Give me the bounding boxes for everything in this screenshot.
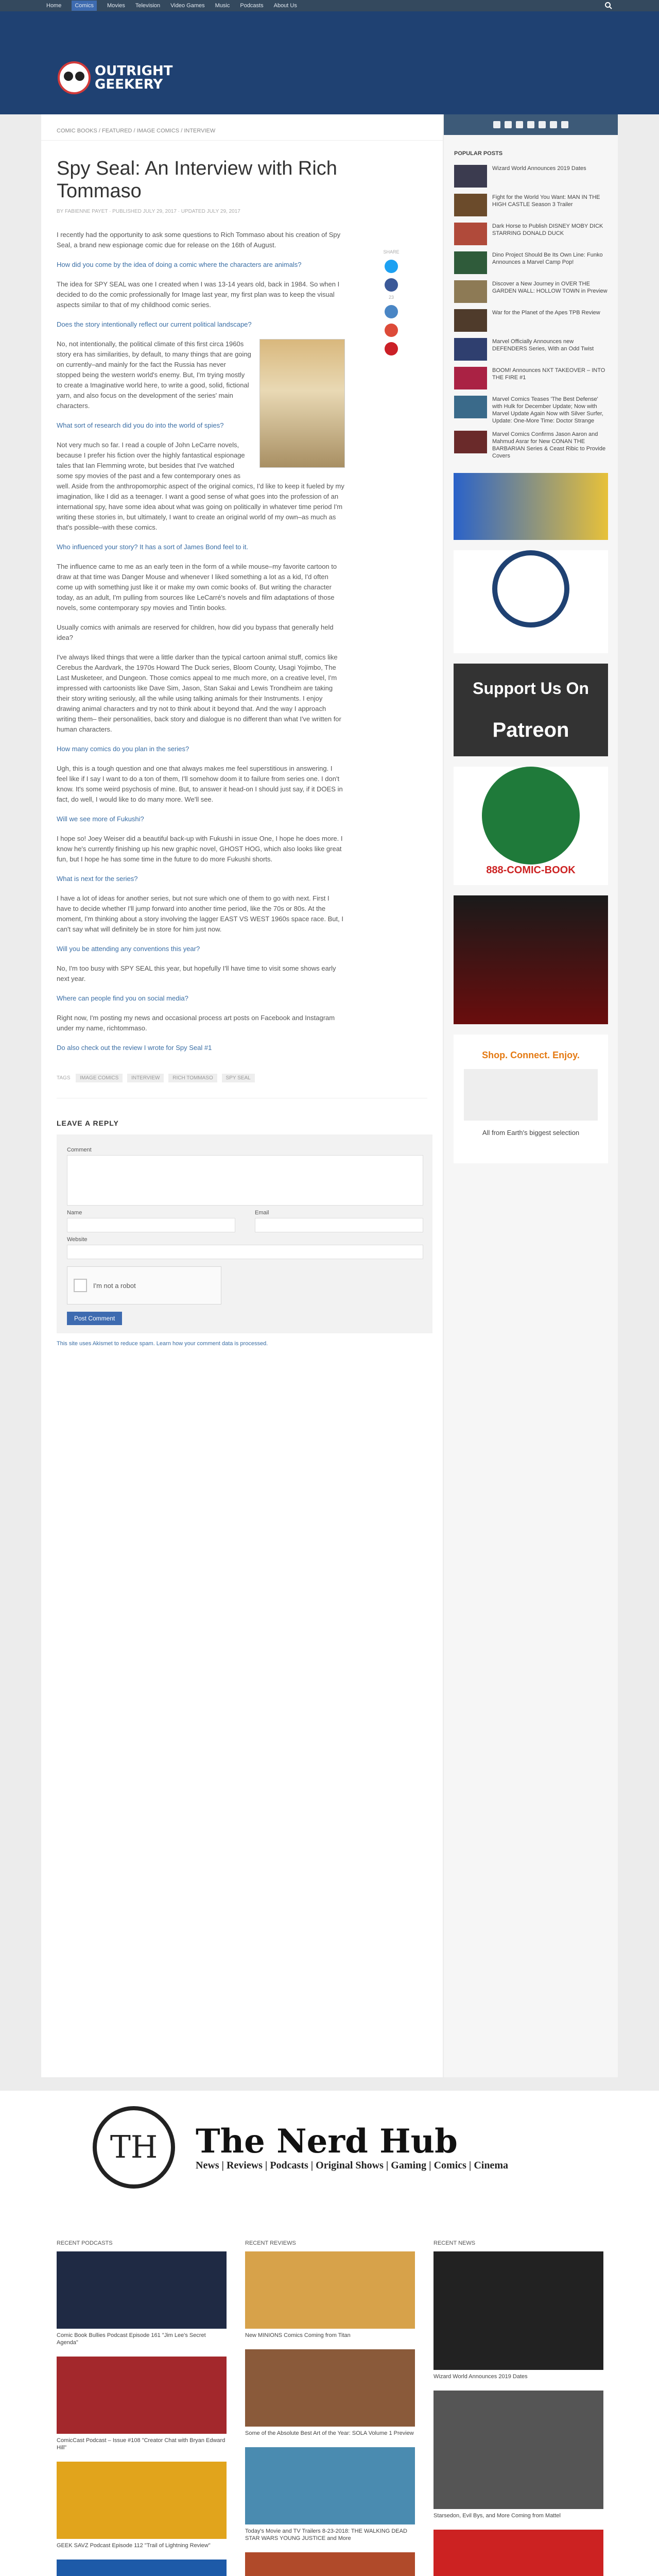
card-image[interactable] [245, 2349, 415, 2427]
facebook-icon[interactable] [505, 121, 512, 128]
twitter-share-icon[interactable] [385, 260, 398, 273]
nav-video-games[interactable]: Video Games [170, 3, 205, 9]
nerd-hub-card[interactable] [57, 2357, 227, 2451]
post-title[interactable]: Dark Horse to Publish DISNEY MOBY DICK STARRING DONALD DUCK [492, 223, 603, 236]
email-label: Email [255, 1210, 269, 1216]
nerd-hub-card[interactable] [433, 2251, 603, 2380]
card-image[interactable] [57, 2357, 227, 2434]
interview-answer: The influence came to me as an early teen in the form of a while mouse–my favorite cartoon to draw at that time was Danger Mouse and whenever I liked something a lot as a kid, I'd often come up with something just like it or make my own comic books of. But writing the character today, as an adult, I'm pulling from sources like LeCarré's novels and film adaptations of those novels, some contemporary spy movies and Tintin books. [57, 563, 337, 612]
nerd-hub-column [57, 2240, 227, 2576]
nerd-hub-card[interactable] [245, 2251, 415, 2339]
card-caption[interactable]: New MINIONS Comics Coming from Titan [245, 2332, 351, 2338]
search-icon[interactable] [604, 2, 613, 10]
post-title[interactable]: Dino Project Should Be Its Own Line: Funko Announces a Marvel Camp Pop! [492, 252, 603, 265]
nav-music[interactable]: Music [215, 3, 230, 9]
nav-television[interactable]: Television [135, 3, 161, 9]
patreon-line-2: Patreon [492, 719, 569, 741]
interview-question: Will you be attending any conventions this year? [57, 945, 200, 953]
share-label: SHARE [383, 249, 400, 255]
card-image[interactable] [57, 2560, 227, 2576]
interview-answer: No, I'm too busy with SPY SEAL this year, but hopefully I'll have time to visit some shows early next year. [57, 964, 336, 982]
interview-question: What sort of research did you do into the world of spies? [57, 421, 224, 429]
column-heading: RECENT NEWS [433, 2240, 476, 2246]
interview-question: Will we see more of Fukushi? [57, 815, 144, 823]
card-image[interactable] [245, 2251, 415, 2329]
pinterest-icon[interactable] [516, 121, 523, 128]
nav-about-us[interactable]: About Us [273, 3, 297, 9]
interview-answer: I recently had the opportunity to ask some questions to Rich Tommaso about his creation of Spy Seal, a brand new espionage comic due for release on the 16th of August. [57, 231, 341, 249]
nerd-hub-card[interactable] [245, 2349, 415, 2437]
patreon-line-1: Support Us On [473, 679, 589, 698]
nerd-hub-title: The Nerd Hub [196, 2122, 458, 2161]
post-title[interactable]: BOOM! Announces NXT TAKEOVER – INTO THE FIRE #1 [492, 367, 605, 381]
post-thumbnail[interactable] [454, 280, 487, 303]
nav-home[interactable]: Home [46, 3, 62, 9]
post-thumbnail[interactable] [454, 309, 487, 332]
nav-podcasts[interactable]: Podcasts [240, 3, 264, 9]
site-header [0, 11, 659, 114]
logo-face-icon [58, 61, 91, 94]
website-field[interactable] [67, 1245, 423, 1259]
twitch-icon[interactable] [550, 121, 557, 128]
popular-post-item[interactable] [444, 219, 618, 248]
nerd-hub-card[interactable] [433, 2530, 603, 2576]
nerd-hub-card[interactable] [245, 2447, 415, 2542]
logo-line-2: GEEKERY [95, 77, 163, 92]
site-logo[interactable] [58, 61, 172, 94]
tag[interactable]: IMAGE COMICS [76, 1074, 123, 1082]
post-title[interactable]: Marvel Comics Teases 'The Best Defense' with Hulk for December Update; Now with Marvel Update Again Now with Silver Surfer, Update: One-More Time: Doctor Strange [492, 396, 603, 424]
column-heading: RECENT REVIEWS [245, 2240, 296, 2246]
interview-answer: Right now, I'm posting my news and occasional process art posts on Facebook and Instagram under my name, richtommaso. [57, 1014, 335, 1032]
recaptcha-checkbox[interactable] [74, 1279, 87, 1292]
post-title[interactable]: Wizard World Announces 2019 Dates [492, 165, 586, 172]
patreon-ad[interactable] [454, 664, 608, 756]
post-thumbnail[interactable] [454, 223, 487, 245]
nerd-hub-logo[interactable] [93, 2106, 508, 2189]
card-caption[interactable]: Some of the Absolute Best Art of the Year: SOLA Volume 1 Preview [245, 2430, 414, 2436]
amazon-line-2: All from Earth's biggest selection [482, 1129, 580, 1137]
nerd-hub-column [433, 2240, 603, 2576]
instagram-icon[interactable] [527, 121, 534, 128]
interview-answer: I've always liked things that were a little darker than the typical cartoon animal stuff, comics like Cerebus the Aardvark, the 1970s Howard The Duck series, Bloom County, Usagi Yojimbo, The Last Musketeer, and Dungeon. Those comics appeal to me much more, on a creative level, I'm impressed with cartoonists like Dave Sim, Jason, Stan Sakai and Lewis Trondheim are taking their story writing seriously, all the while using talking animals for their Instruments. I enjoy drawing animal characters and try not to think about it beyond that. And the way I approach writing them– their personalities, back story and dialogue is no different than what I've written for human characters. [57, 653, 341, 733]
nerd-hub-emblem-icon: TH [93, 2106, 175, 2189]
facebook-share-icon[interactable] [385, 278, 398, 292]
post-title[interactable]: War for the Planet of the Apes TPB Review [492, 310, 600, 316]
logo-text [95, 64, 172, 91]
podcast-logo-icon [492, 550, 569, 628]
nerd-hub-columns [57, 2240, 602, 2576]
name-field[interactable] [67, 1218, 235, 1232]
card-caption[interactable]: Wizard World Announces 2019 Dates [433, 2374, 528, 2380]
popular-post-item[interactable] [444, 428, 618, 463]
comic-page-image [259, 339, 345, 468]
main-column [41, 114, 443, 2077]
card-caption[interactable]: GEEK SAVZ Podcast Episode 112 "Trail of Lightning Review" [57, 2543, 211, 2549]
nerd-hub-subtitle: News | Reviews | Podcasts | Original Shows | Gaming | Comics | Cinema [196, 2159, 508, 2171]
interview-question: Where can people find you on social media? [57, 994, 188, 1002]
email-field[interactable] [255, 1218, 423, 1232]
post-thumbnail[interactable] [454, 431, 487, 453]
card-image[interactable] [57, 2462, 227, 2539]
share-bar [381, 249, 402, 355]
interview-answer: I hope so! Joey Weiser did a beautiful back-up with Fukushi in issue One, I hope he does more. I know he's currently finishing up his new graphic novel, GHOST HOG, which also looks like great fun, but I hope he has some time in the future to do more Fukushi shorts. [57, 835, 343, 863]
page-title: Spy Seal: An Interview with Rich Tommaso [57, 158, 337, 202]
post-thumbnail[interactable] [454, 194, 487, 216]
comment-section [41, 1098, 443, 1367]
post-thumbnail[interactable] [454, 165, 487, 188]
social-links [444, 114, 618, 135]
tag[interactable]: SPY SEAL [222, 1074, 255, 1082]
nerd-hub-column [245, 2240, 415, 2576]
popular-post-item[interactable] [444, 248, 618, 277]
interview-question: Who influenced your story? It has a sort of James Bond feel to it. [57, 543, 249, 551]
card-caption[interactable]: Comic Book Bullies Podcast Episode 161 "Jim Lee's Secret Agenda" [57, 2332, 206, 2346]
breadcrumb[interactable] [41, 114, 443, 141]
popular-post-item[interactable] [444, 364, 618, 393]
logo-line-1: OUTRIGHT [95, 63, 173, 79]
nav-movies[interactable]: Movies [107, 3, 125, 9]
card-image[interactable] [57, 2251, 227, 2329]
post-thumbnail[interactable] [454, 338, 487, 361]
article [41, 157, 443, 1098]
popular-post-item[interactable] [444, 162, 618, 191]
comic-shop-logo-icon [482, 767, 580, 865]
article-body [57, 230, 345, 1053]
nerd-hub-card[interactable] [57, 2560, 227, 2576]
top-navigation [0, 0, 659, 11]
share-count: 23 [388, 295, 394, 300]
comment-textarea[interactable] [67, 1155, 423, 1206]
tags-label: TAGS [57, 1075, 71, 1081]
interview-answer: Not very much so far. I read a couple of John LeCarre novels, because I prefer his fiction over the highly fantastical espionage tales that Ian Flemming wrote, but besides that I've watched some spy movies of the past and a few contemporary ones as well. Aside from the anthropomorphic aspect of the original comics, I'd like to keep it fueled by my imagination, like I did as a teenager. I want a good sense of what goes into the profession of an international spy, have some idea about what was going on politically in whatever time period I'm writing these stories in, but ultimately, I want to create an original world of my own–as much as that's possible–with these comics. [57, 441, 344, 531]
breadcrumb-text[interactable]: COMIC BOOKS / FEATURED / IMAGE COMICS / INTERVIEW [57, 128, 216, 134]
interview-question: Does the story intentionally reflect our current political landscape? [57, 320, 252, 328]
interview-answer: Ugh, this is a tough question and one that always makes me feel superstitious in answering. I feel like if I say I want to do a ton of them, I'll somehow doom it to failure from series one. I don't know. It's some weird psychosis of mine. But, to answer it head-on I should just say, if it DOES in fact, do well, I would like to do many more. We'll see. [57, 765, 343, 803]
comic-shop-phone: 888-COMIC-BOOK [486, 865, 576, 876]
popular-post-item[interactable] [444, 277, 618, 306]
interview-question: Do also check out the review I wrote for Spy Seal #1 [57, 1044, 212, 1052]
post-title[interactable]: Discover a New Journey in OVER THE GARDEN WALL: HOLLOW TOWN in Preview [492, 281, 608, 294]
nerd-hub-card[interactable] [57, 2462, 227, 2549]
website-label: Website [67, 1236, 88, 1243]
nerd-hub-section [0, 2091, 659, 2576]
rss-icon[interactable] [561, 121, 568, 128]
interview-answer: I have a lot of ideas for another series, but not sure which one of them to go with next. First I have to decide whether I'll jump forward into another time period, like the 70s or 80s. At the moment, I'm thinking about a story involving the lagger EAST VS WEST 1960s space race. But, I can't say what will definitely be in store for him just now. [57, 894, 343, 933]
sidebar [444, 114, 618, 2077]
popular-posts-list [444, 162, 618, 463]
googleplus-share-icon[interactable] [385, 324, 398, 337]
card-image[interactable] [433, 2251, 603, 2370]
popular-posts-title: POPULAR POSTS [454, 150, 503, 157]
interview-question: How many comics do you plan in the series? [57, 745, 189, 753]
linkedin-share-icon[interactable] [385, 305, 398, 318]
name-label: Name [67, 1210, 82, 1216]
nav-comics[interactable]: Comics [72, 1, 97, 11]
popular-post-item[interactable] [444, 306, 618, 335]
recaptcha-label: I'm not a robot [93, 1281, 136, 1290]
amazon-products-image [464, 1069, 598, 1121]
pinterest-share-icon[interactable] [385, 342, 398, 355]
card-caption[interactable]: ComicCast Podcast – Issue #108 "Creator Chat with Bryan Edward Hill" [57, 2437, 226, 2451]
card-image[interactable] [245, 2447, 415, 2524]
card-caption[interactable]: Today's Movie and TV Trailers 8-23-2018: THE WALKING DEAD STAR WARS YOUNG JUSTICE and More [245, 2528, 407, 2541]
popular-post-item[interactable] [444, 335, 618, 364]
post-thumbnail[interactable] [454, 396, 487, 418]
comic-shop-locator-ad[interactable] [454, 767, 608, 885]
post-title[interactable]: Marvel Officially Announces new DEFENDERS Series, With an Odd Twist [492, 338, 594, 352]
popular-post-item[interactable] [444, 191, 618, 219]
amazon-ad[interactable] [454, 1035, 608, 1163]
article-meta: BY FABIENNE PAYET · PUBLISHED JULY 29, 2017 · UPDATED JULY 29, 2017 [57, 209, 240, 214]
interview-answer: The idea for SPY SEAL was one I created when I was 13-14 years old, back in 1984. So when I decided to do the comic professionally for Image last year, my first plan was to keep the visual aspects similar to that of my childhood comic series. [57, 280, 340, 309]
card-image[interactable] [245, 2552, 415, 2576]
youtube-icon[interactable] [539, 121, 546, 128]
comic-ad-banner[interactable] [454, 473, 608, 540]
podcast-network-ad[interactable] [454, 550, 608, 653]
recaptcha-widget [67, 1266, 221, 1304]
card-image[interactable] [433, 2391, 603, 2509]
reply-title: LEAVE A REPLY [57, 1119, 119, 1127]
tag[interactable]: RICH TOMMASO [168, 1074, 217, 1082]
interview-answer: Usually comics with animals are reserved for children, how did you bypass that generally held idea? [57, 623, 334, 641]
entertainment-earth-ad[interactable] [454, 895, 608, 1024]
post-comment-button[interactable]: Post Comment [67, 1312, 122, 1325]
card-image[interactable] [433, 2530, 603, 2576]
tag-list [57, 1074, 427, 1098]
post-title[interactable]: Marvel Comics Confirms Jason Aaron and Mahmud Asrar for New CONAN THE BARBARIAN Series & Ceast Ribic to Provide Covers [492, 431, 606, 459]
comment-form [57, 1134, 432, 1333]
nerd-hub-card[interactable] [433, 2391, 603, 2519]
post-thumbnail[interactable] [454, 367, 487, 389]
column-heading: RECENT PODCASTS [57, 2240, 113, 2246]
interview-question: What is next for the series? [57, 875, 138, 883]
amazon-line-1: Shop. Connect. Enjoy. [482, 1050, 580, 1060]
popular-post-item[interactable] [444, 393, 618, 428]
tag[interactable]: INTERVIEW [127, 1074, 164, 1082]
card-caption[interactable]: Starsedon, Evil Bys, and More Coming from Mattel [433, 2513, 561, 2519]
interview-question: How did you come by the idea of doing a comic where the characters are animals? [57, 261, 302, 268]
akismet-notice[interactable]: This site uses Akismet to reduce spam. Learn how your comment data is processed. [57, 1341, 268, 1347]
post-title[interactable]: Fight for the World You Want: MAN IN THE HIGH CASTLE Season 3 Trailer [492, 194, 600, 208]
interview-answer: No, not intentionally, the political climate of this first circa 1960s story era has similarities, by default, to many things that are going on currently–and mainly for the fact the Russia has never stopped being the western world's enemy. But, I'm trying mostly to create a Imaginative world here, to write a good, solid, fictional yarn, and also focus on the development of the series' main characters. [57, 340, 251, 410]
nerd-hub-card[interactable] [245, 2552, 415, 2576]
nerd-hub-card[interactable] [57, 2251, 227, 2346]
post-thumbnail[interactable] [454, 251, 487, 274]
twitter-icon[interactable] [493, 121, 500, 128]
comment-label: Comment [67, 1147, 92, 1153]
